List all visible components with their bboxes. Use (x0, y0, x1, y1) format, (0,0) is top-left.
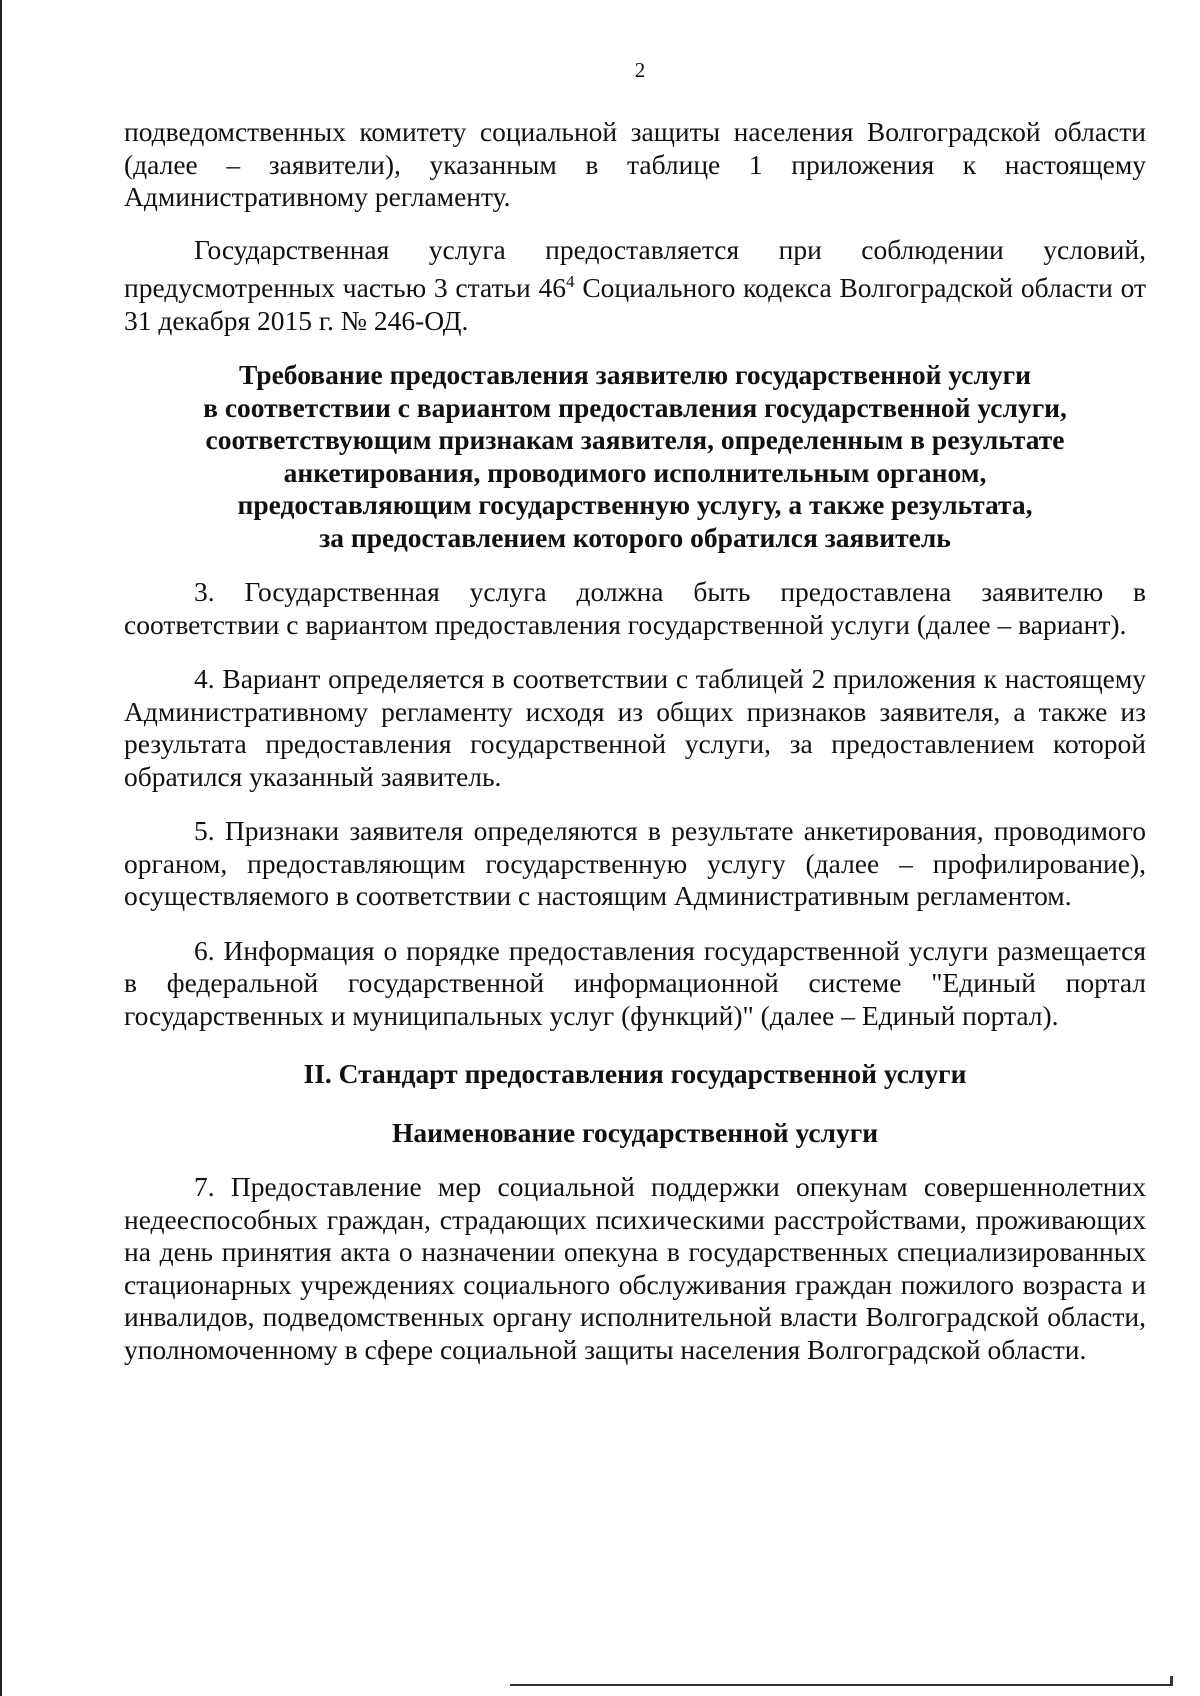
scan-edge (0, 0, 2, 1696)
paragraph-4: 4. Вариант определяется в соответствии с таблицей 2 приложения к настоящему Административному регламенту исходя из общих признаков заявителя, а также из результата предоставления государственной услуги, за предоставлением которой обратился указанный заявитель. (124, 663, 1146, 792)
footer-rule (510, 1684, 1170, 1686)
paragraph-5: 5. Признаки заявителя определяются в результате анкетирования, проводимого органом, предоставляющим государственную услугу (далее – профилирование), осуществляемого в соответствии с настоящим Административным регламентом. (124, 815, 1146, 912)
paragraph-continuation: подведомственных комитету социальной защиты населения Волгоградской области (далее – заявители), указанным в таблице 1 приложения к настоящему Административному регламенту. (124, 116, 1146, 212)
paragraph-6: 6. Информация о порядке предоставления государственной услуги размещается в федеральной государственной информационной системе "Единый портал государственных и муниципальных услуг (функций)" (далее – Единый портал). (124, 934, 1146, 1031)
paragraph-3: 3. Государственная услуга должна быть предоставлена заявителю в соответствии с вариантом предоставления государственной услуги (далее – вариант). (124, 576, 1146, 640)
heading-line: Требование предоставления заявителю государственной услуги (239, 359, 1031, 391)
heading-line: в соответствии с вариантом предоставления государственной услуги, (203, 391, 1067, 423)
heading-line: анкетирования, проводимого исполнительным органом, (283, 456, 987, 488)
section-heading-service-name: Наименование государственной услуги (391, 1116, 879, 1148)
article-superscript: 4 (566, 272, 575, 291)
paragraph-conditions-text: Государственная услуга предоставляется при соблюдении условий, предусмотренных частью 3 статьи 46 (124, 233, 1146, 304)
heading-line: за предоставлением которого обратился заявитель (319, 521, 951, 553)
paragraph-conditions (124, 234, 1146, 338)
footer-mark (1170, 1676, 1173, 1686)
section-heading-standard: II. Стандарт предоставления государственной услуги (303, 1058, 967, 1090)
heading-line: предоставляющим государственную услугу, а также результата, (237, 489, 1033, 521)
heading-line: соответствующим признакам заявителя, определенным в результате (205, 424, 1065, 456)
document-body (124, 116, 1146, 1366)
page-number: 2 (634, 58, 646, 82)
paragraph-conditions-text-end: Социального кодекса Волгоградской области от 31 декабря 2015 г. № 246-ОД. (124, 272, 1146, 336)
section-heading-requirement (124, 359, 1146, 554)
paragraph-7: 7. Предоставление мер социальной поддержки опекунам совершеннолетних недееспособных граждан, страдающих психическими расстройствами, проживающих на день принятия акта о назначении опекуна в государственных специализированных стационарных учреждениях социального обслуживания граждан пожилого возраста и инвалидов, подведомственных органу исполнительной власти Волгоградской области, уполномоченному в сфере социальной защиты населения Волгоградской области. (124, 1171, 1146, 1365)
